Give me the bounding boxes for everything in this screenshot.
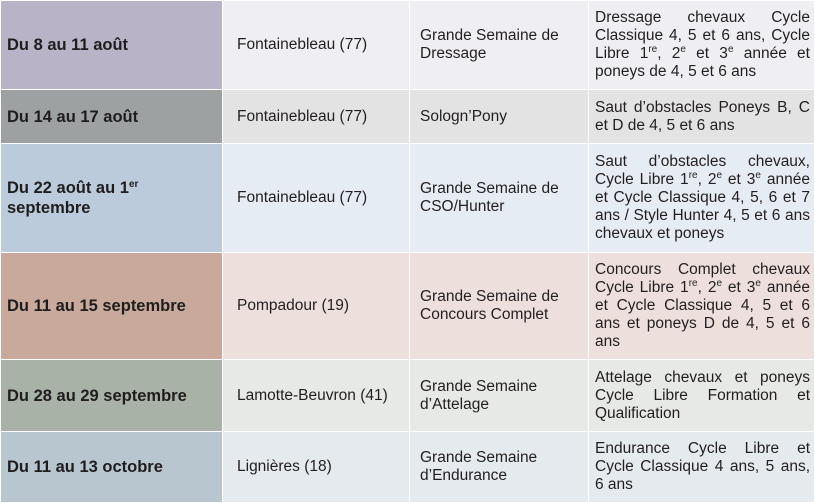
event-date: Du 14 au 17 août <box>1 90 223 144</box>
event-name: Grande Semaine de Concours Complet <box>410 253 589 360</box>
event-description: Dressage chevaux Cycle Classique 4, 5 et 6 ans, Cycle Libre 1re, 2e et 3e année et poneys de 4, 5 et 6 ans <box>589 1 815 90</box>
table-row <box>1 144 815 253</box>
table-row <box>1 360 815 432</box>
event-date: Du 22 août au 1er septembre <box>1 144 223 253</box>
event-description: Saut d’obstacles chevaux, Cycle Libre 1re, 2e et 3e année et Cycle Classique 4, 5, 6 et 7 ans / Style Hunter 4, 5 et 6 ans chevaux et poneys <box>589 144 815 253</box>
event-name: Sologn’Pony <box>410 90 589 144</box>
event-date: Du 11 au 15 septembre <box>1 253 223 360</box>
events-table-body <box>1 1 815 503</box>
table-row <box>1 1 815 90</box>
event-description: Attelage chevaux et poneys Cycle Libre Formation et Qualification <box>589 360 815 432</box>
event-location: Lignières (18) <box>223 432 410 503</box>
event-date: Du 28 au 29 septembre <box>1 360 223 432</box>
event-description: Saut d’obstacles Poneys B, C et D de 4, 5 et 6 ans <box>589 90 815 144</box>
event-location: Pompadour (19) <box>223 253 410 360</box>
event-description: Concours Complet chevaux Cycle Libre 1re, 2e et 3e année et Cycle Classique 4, 5 et 6 ans et poneys D de 4, 5 et 6 ans <box>589 253 815 360</box>
event-date: Du 11 au 13 octobre <box>1 432 223 503</box>
event-name: Grande Semaine de Dressage <box>410 1 589 90</box>
event-location: Fontainebleau (77) <box>223 1 410 90</box>
event-name: Grande Semaine d’Endurance <box>410 432 589 503</box>
event-location: Fontainebleau (77) <box>223 144 410 253</box>
event-description: Endurance Cycle Libre et Cycle Classique 4 ans, 5 ans, 6 ans <box>589 432 815 503</box>
event-location: Lamotte-Beuvron (41) <box>223 360 410 432</box>
table-row <box>1 90 815 144</box>
table-row <box>1 432 815 503</box>
event-date: Du 8 au 11 août <box>1 1 223 90</box>
event-name: Grande Semaine d’Attelage <box>410 360 589 432</box>
table-row <box>1 253 815 360</box>
event-location: Fontainebleau (77) <box>223 90 410 144</box>
event-name: Grande Semaine de CSO/Hunter <box>410 144 589 253</box>
